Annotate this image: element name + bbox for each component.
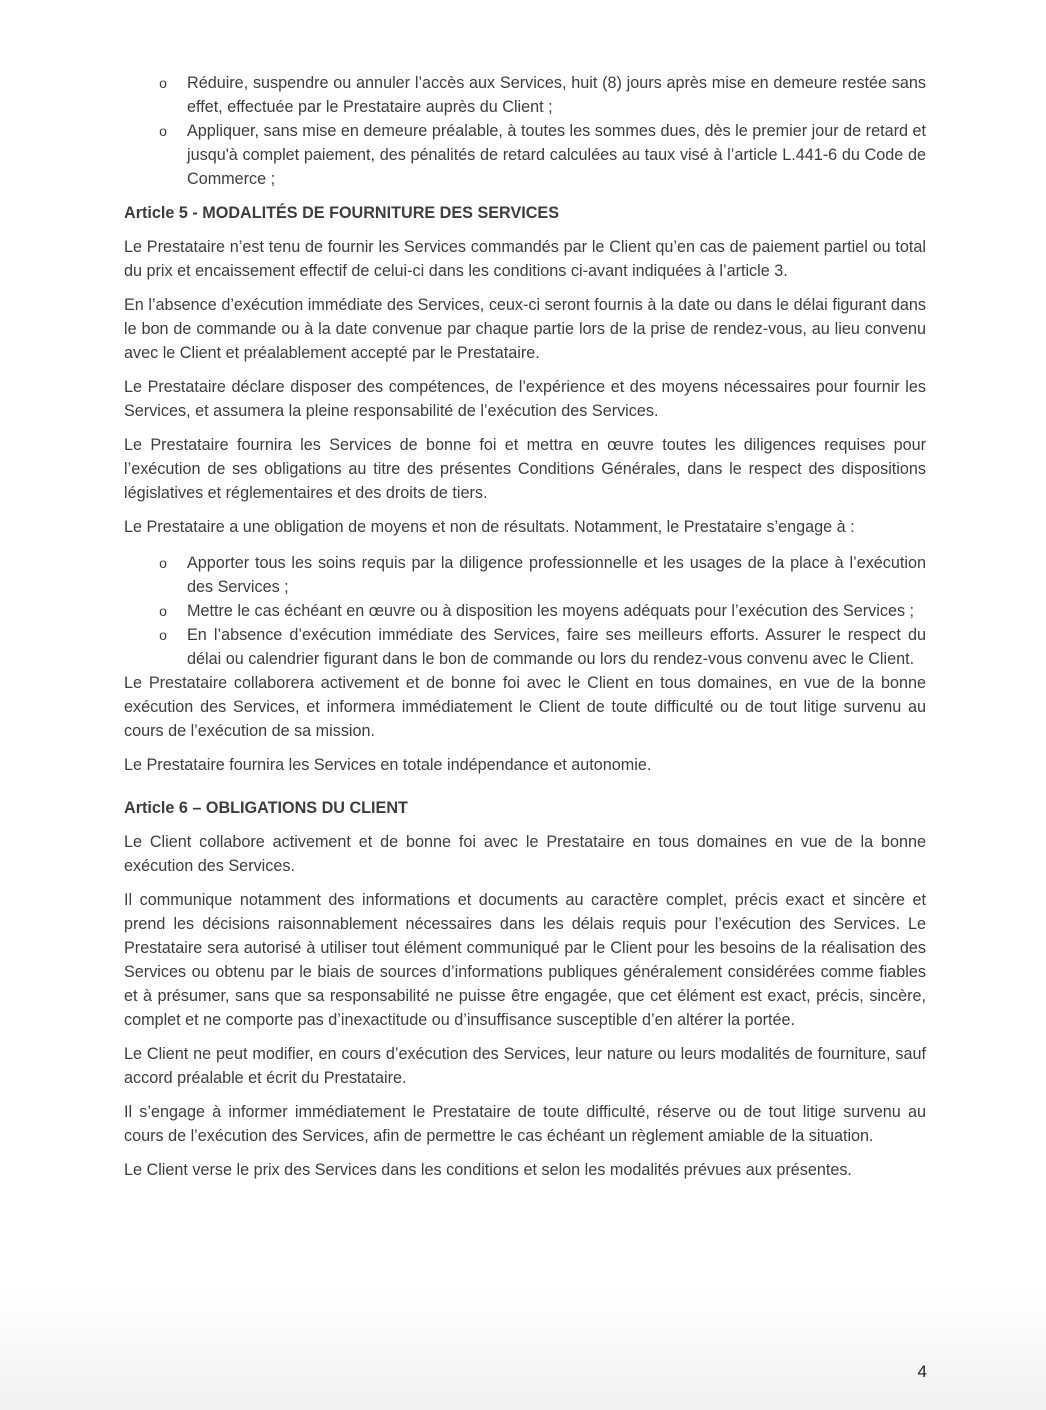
article-5-paragraph: Le Prestataire fournira les Services de bonne foi et mettra en œuvre toutes les diligences requises pour l’exécution de ses obligations au titre des présentes Conditions Générales, dans le respect des dispositions législatives et réglementaires et des droits de tiers. (124, 436, 926, 502)
article-6-paragraph: Le Client collabore activement et de bonne foi avec le Prestataire en tous domaines en vue de la bonne exécution des Services. (124, 833, 926, 875)
bullet-list-obligations (124, 551, 926, 671)
bullet-marker: o (159, 627, 167, 643)
article-5-paragraph: Le Prestataire a une obligation de moyens et non de résultats. Notamment, le Prestataire s’engage à : (124, 518, 855, 536)
article-6-paragraph: Il communique notamment des informations et documents au caractère complet, précis exact et sincère et prend les décisions raisonnablement nécessaires dans les délais requis pour l’exécution des Services. Le Prestataire sera autorisé à utiliser tout élément communiqué par le Client pour les besoins de la réalisation des Services ou obtenu par le biais de sources d’informations publiques généralement considérées comme fiables et à présumer, sans que sa responsabilité ne puisse être engagée, que cet élément est exact, précis, sincère, complet et ne comporte pas d’inexactitude ou d’insuffisance susceptible d’en altérer la portée. (124, 891, 926, 1029)
list-item-text: En l’absence d’exécution immédiate des Services, faire ses meilleurs efforts. Assurer le respect du délai ou calendrier figurant dans le bon de commande ou lors du rendez-vous convenu avec le Client. (187, 626, 926, 668)
page-content (124, 71, 926, 1192)
list-item-text: Réduire, suspendre ou annuler l’accès aux Services, huit (8) jours après mise en demeure restée sans effet, effectuée par le Prestataire auprès du Client ; (187, 74, 926, 116)
page-number: 4 (917, 1362, 927, 1381)
list-item (159, 119, 926, 191)
article-5-paragraph: Le Prestataire déclare disposer des compétences, de l’expérience et des moyens nécessaires pour fournir les Services, et assumera la pleine responsabilité de l’exécution des Services. (124, 378, 926, 420)
list-item-text: Apporter tous les soins requis par la diligence professionnelle et les usages de la place à l’exécution des Services ; (187, 554, 926, 596)
article-5-paragraph: Le Prestataire collaborera activement et de bonne foi avec le Client en tous domaines, en vue de la bonne exécution des Services, et informera immédiatement le Client de toute difficulté ou de tout litige survenu au cours de l’exécution de sa mission. (124, 674, 926, 740)
bullet-marker: o (159, 123, 167, 139)
list-item (159, 599, 926, 623)
list-item (159, 623, 926, 671)
article-6-paragraph: Le Client verse le prix des Services dans les conditions et selon les modalités prévues aux présentes. (124, 1161, 852, 1179)
article-5-paragraph: Le Prestataire fournira les Services en totale indépendance et autonomie. (124, 756, 652, 774)
list-item (159, 71, 926, 119)
article-6-paragraph: Le Client ne peut modifier, en cours d’exécution des Services, leur nature ou leurs modalités de fourniture, sauf accord préalable et écrit du Prestataire. (124, 1045, 926, 1087)
list-item-text: Mettre le cas échéant en œuvre ou à disposition les moyens adéquats pour l’exécution des Services ; (187, 602, 915, 620)
article-6-heading: Article 6 – OBLIGATIONS DU CLIENT (124, 799, 408, 817)
list-item-text: Appliquer, sans mise en demeure préalable, à toutes les sommes dues, dès le premier jour de retard et jusqu'à complet paiement, des pénalités de retard calculées au taux visé à l’article L.441-6 du Code de Commerce ; (187, 122, 926, 188)
list-item (159, 551, 926, 599)
bullet-marker: o (159, 75, 167, 91)
article-5-heading: Article 5 - MODALITÉS DE FOURNITURE DES SERVICES (124, 204, 560, 222)
article-5-paragraph: Le Prestataire n’est tenu de fournir les Services commandés par le Client qu’en cas de paiement partiel ou total du prix et encaissement effectif de celui-ci dans les conditions ci-avant indiquées à l’article 3. (124, 238, 926, 280)
article-6-paragraph: Il s’engage à informer immédiatement le Prestataire de toute difficulté, réserve ou de tout litige survenu au cours de l’exécution des Services, afin de permettre le cas échéant un règlement amiable de la situation. (124, 1103, 926, 1145)
bullet-marker: o (159, 603, 167, 619)
article-5-paragraph: En l’absence d’exécution immédiate des Services, ceux-ci seront fournis à la date ou dans le délai figurant dans le bon de commande ou à la date convenue par chaque partie lors de la prise de rendez-vous, au lieu convenu avec le Client et préalablement accepté par le Prestataire. (124, 296, 926, 362)
bullet-list-penalties (124, 71, 926, 191)
bullet-marker: o (159, 555, 167, 571)
